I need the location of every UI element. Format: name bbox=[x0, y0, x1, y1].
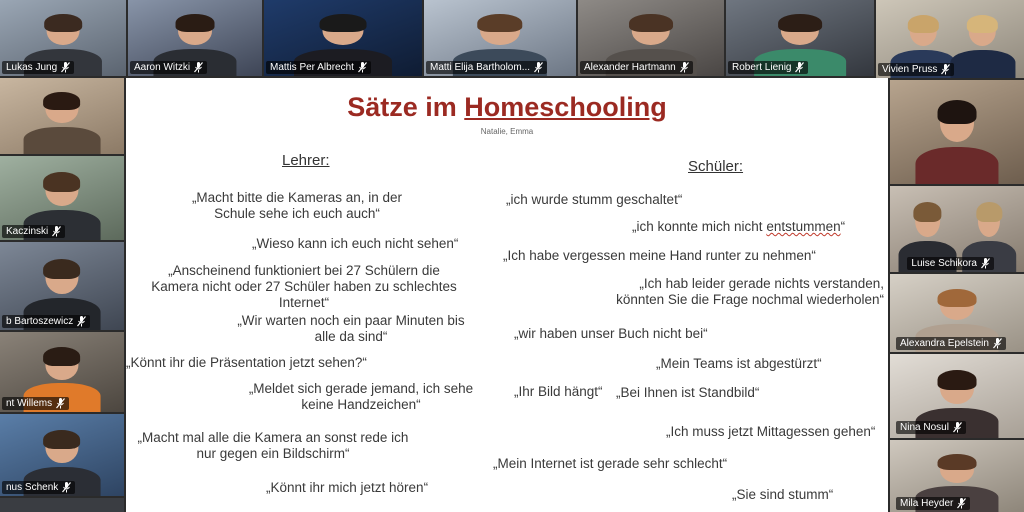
mic-off-icon bbox=[77, 316, 86, 327]
video-tile[interactable] bbox=[876, 0, 1024, 78]
participant-name-tag bbox=[130, 61, 207, 74]
participant-name-tag bbox=[266, 61, 371, 74]
participant-name-tag bbox=[2, 315, 90, 328]
teacher-quote: „Anscheinend funktioniert bei 27 Schülern die Kamera nicht oder 27 Schüler haben zu schlechtes Internet“ bbox=[151, 263, 457, 310]
teacher-quote: „Wieso kann ich euch nicht sehen“ bbox=[252, 236, 459, 251]
participant-name-tag bbox=[2, 397, 69, 410]
participant-name: Alexander Hartmann bbox=[584, 62, 676, 73]
video-tile[interactable] bbox=[424, 0, 576, 76]
student-quote: „wir haben unser Buch nicht bei“ bbox=[514, 326, 708, 341]
participant-name: Luise Schikora bbox=[911, 258, 977, 269]
student-quote-part: „ich konnte mich nicht bbox=[632, 219, 767, 234]
teacher-quote: „Macht mal alle die Kamera an sonst rede ich nur gegen ein Bildschirm“ bbox=[137, 430, 409, 461]
student-quote: „Ich habe vergessen meine Hand runter zu nehmen“ bbox=[503, 248, 816, 263]
participant-name-tag bbox=[2, 61, 74, 74]
participant-name-tag bbox=[896, 421, 966, 434]
participant-name: Vivien Pruss bbox=[882, 64, 938, 75]
video-tile[interactable] bbox=[0, 332, 124, 412]
participant-name: Mattis Per Albrecht bbox=[270, 62, 354, 73]
participant-name: Robert Lienig bbox=[732, 62, 792, 73]
mic-off-icon bbox=[52, 226, 61, 237]
video-tile[interactable] bbox=[0, 156, 124, 240]
participant-name: nt Willems bbox=[6, 398, 53, 409]
teacher-quote: „Könnt ihr die Präsentation jetzt sehen?“ bbox=[126, 355, 367, 370]
video-tile[interactable] bbox=[890, 354, 1024, 438]
participant-video bbox=[950, 17, 1015, 78]
teacher-quote: „Macht bitte die Kameras an, in der Schule sehe ich euch auch“ bbox=[191, 190, 403, 221]
slide-title bbox=[126, 92, 888, 123]
video-tile[interactable] bbox=[890, 440, 1024, 512]
student-quote bbox=[632, 219, 845, 235]
mic-off-icon bbox=[941, 64, 950, 75]
participant-name-tag bbox=[2, 225, 65, 238]
video-tile[interactable] bbox=[0, 498, 124, 512]
participant-name: Mila Heyder bbox=[900, 498, 954, 509]
student-quote: „Sie sind stumm“ bbox=[732, 487, 834, 502]
video-tile[interactable] bbox=[890, 80, 1024, 184]
slide-title-part1: Sätze im bbox=[347, 92, 465, 122]
video-tile[interactable] bbox=[0, 78, 124, 154]
shared-presentation-slide bbox=[126, 78, 888, 512]
video-tile[interactable] bbox=[0, 0, 126, 76]
mic-off-icon bbox=[680, 62, 689, 73]
participant-name-tag bbox=[728, 61, 808, 74]
participant-video bbox=[915, 103, 998, 184]
slide-authors: Natalie, Emma bbox=[480, 127, 534, 136]
participant-video bbox=[24, 95, 101, 154]
teacher-quote: „Könnt ihr mich jetzt hören“ bbox=[266, 480, 429, 495]
teacher-quote: „Meldet sich gerade jemand, ich sehe keine Handzeichen“ bbox=[248, 381, 474, 412]
video-tile[interactable] bbox=[0, 242, 124, 330]
student-quote: „Bei Ihnen ist Standbild“ bbox=[616, 385, 760, 400]
student-quote: „Ihr Bild hängt“ bbox=[514, 384, 603, 399]
student-quote-part: “ bbox=[840, 219, 846, 234]
participant-name: Nina Nosul bbox=[900, 422, 949, 433]
video-tile[interactable] bbox=[890, 186, 1024, 272]
video-tile[interactable] bbox=[128, 0, 262, 76]
mic-off-icon bbox=[194, 62, 203, 73]
mic-off-icon bbox=[957, 498, 966, 509]
participant-name-tag bbox=[896, 497, 970, 510]
participant-name: b Bartoszewicz bbox=[6, 316, 74, 327]
student-quote: „Mein Internet ist gerade sehr schlecht“ bbox=[493, 456, 728, 471]
mic-off-icon bbox=[534, 62, 543, 73]
student-heading: Schüler: bbox=[688, 158, 744, 175]
teacher-heading: Lehrer: bbox=[282, 152, 330, 169]
mic-off-icon bbox=[62, 482, 71, 493]
video-tile[interactable] bbox=[578, 0, 724, 76]
mic-off-icon bbox=[56, 398, 65, 409]
teacher-quote: „Wir warten noch ein paar Minuten bis alle da sind“ bbox=[237, 313, 465, 344]
participant-name-tag bbox=[907, 257, 994, 270]
mic-off-icon bbox=[993, 338, 1002, 349]
mic-off-icon bbox=[61, 62, 70, 73]
participant-name: nus Schenk bbox=[6, 482, 59, 493]
participant-name-tag bbox=[878, 63, 954, 76]
mic-off-icon bbox=[953, 422, 962, 433]
video-tile[interactable] bbox=[726, 0, 874, 76]
participant-name: Kaczinski bbox=[6, 226, 49, 237]
mic-off-icon bbox=[358, 62, 367, 73]
participant-name: Matti Elija Bartholom... bbox=[430, 62, 531, 73]
video-tile[interactable] bbox=[0, 414, 124, 496]
participant-name: Lukas Jung bbox=[6, 62, 58, 73]
slide-title-part2: Homeschooling bbox=[464, 92, 667, 122]
participant-name-tag bbox=[2, 481, 75, 494]
mic-off-icon bbox=[795, 62, 804, 73]
student-quote: „Ich muss jetzt Mittagessen gehen“ bbox=[666, 424, 876, 439]
student-quote: „Ich hab leider gerade nichts verstanden, könnten Sie die Frage nochmal wiederholen“ bbox=[616, 276, 884, 307]
participant-name-tag bbox=[580, 61, 693, 74]
spelling-error-word: entstummen bbox=[766, 219, 841, 234]
participant-name-tag bbox=[896, 337, 1006, 350]
participant-name: Aaron Witzki bbox=[134, 62, 191, 73]
mic-off-icon bbox=[981, 258, 990, 269]
participant-name: Alexandra Epelstein bbox=[900, 338, 989, 349]
student-quote: „ich wurde stumm geschaltet“ bbox=[506, 192, 683, 207]
video-tile[interactable] bbox=[890, 274, 1024, 352]
participant-name-tag bbox=[426, 61, 547, 74]
video-tile[interactable] bbox=[264, 0, 422, 76]
student-quote: „Mein Teams ist abgestürzt“ bbox=[656, 356, 822, 371]
